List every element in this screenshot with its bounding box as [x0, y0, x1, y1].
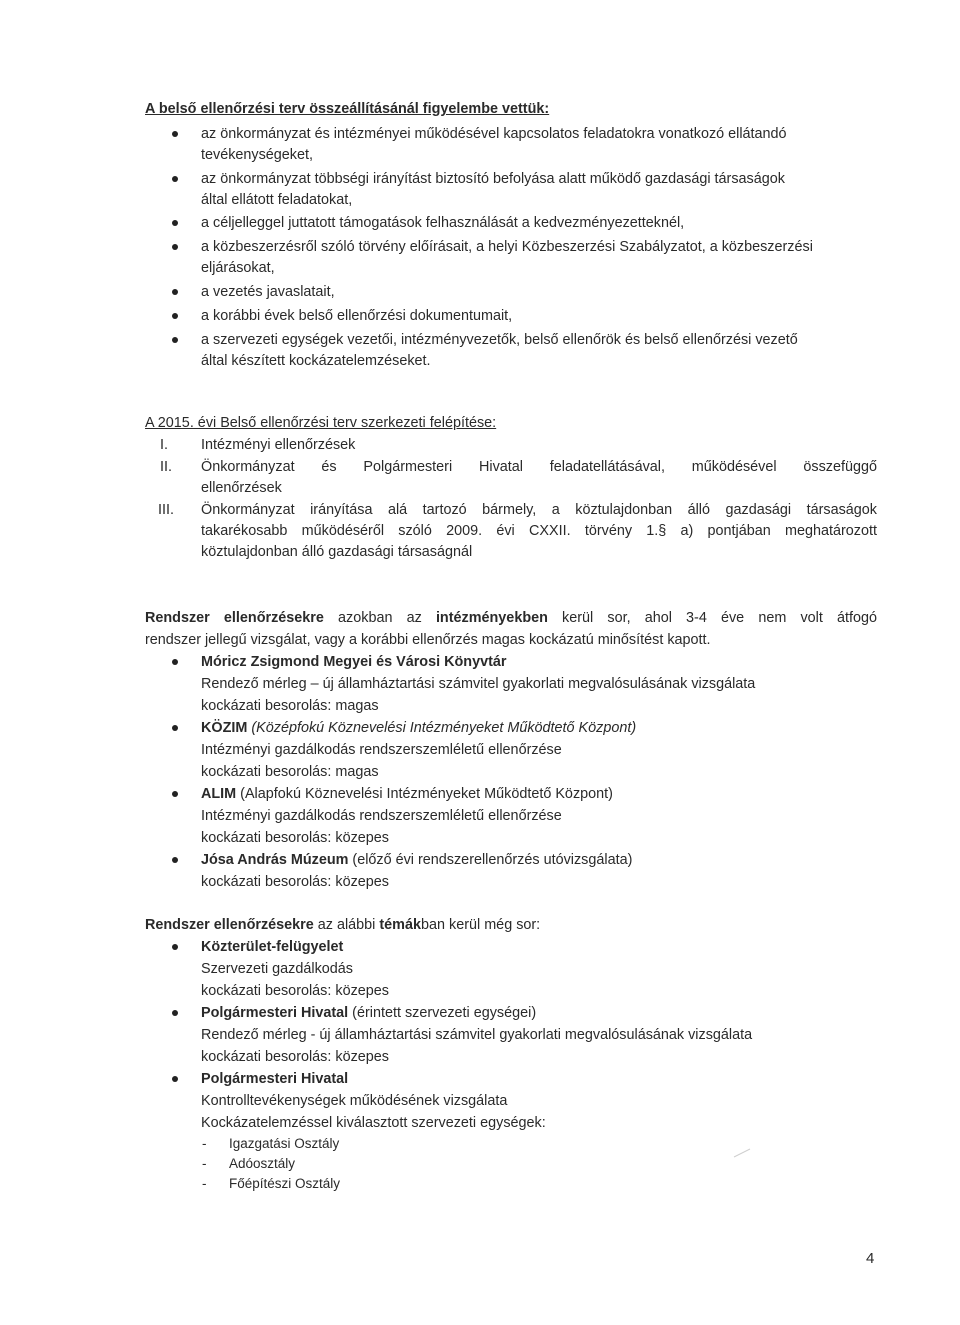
- bullet: [172, 131, 178, 137]
- bullet: [172, 313, 178, 319]
- item-bold: Polgármesteri Hivatal: [201, 1071, 349, 1087]
- s1-item-1-line-1: az önkormányzat és intézményei működésével kapcsolatos feladatokra vonatkozó ellátandó: [201, 126, 787, 142]
- item-italic: (Középfokú Köznevelési Intézményeket Működtető Központ): [247, 720, 637, 736]
- roman-numeral: II.: [160, 459, 172, 475]
- s3-item-4-title: [201, 851, 632, 869]
- bullet: [172, 791, 178, 797]
- item-rest: (Alapfokú Köznevelési Intézményeket Működtető Központ): [236, 786, 613, 802]
- section3-intro-line-2: rendszer jellegű vizsgálat, vagy a korábbi ellenőrzés magas kockázatú minősítést kapott.: [145, 632, 711, 648]
- s3-item-3-line-1: Intézményi gazdálkodás rendszerszemléletű ellenőrzése: [201, 808, 562, 824]
- bullet: [172, 220, 178, 226]
- intro-text-2: ban kerül még sor:: [421, 917, 541, 933]
- bullet: [172, 725, 178, 731]
- dash-marker: -: [202, 1156, 207, 1171]
- s4-item-3-title: [201, 1070, 348, 1088]
- stray-mark: [732, 1147, 752, 1159]
- s4-item-2-line-1: Rendező mérleg - új államháztartási számvitel gyakorlati megvalósulásának vizsgálata: [201, 1027, 753, 1043]
- s4-item-2-line-2: kockázati besorolás: közepes: [201, 1049, 389, 1065]
- s3-item-3-title: [201, 785, 613, 803]
- dash-marker: -: [202, 1136, 207, 1151]
- item-bold: KÖZIM: [201, 720, 248, 736]
- bullet: [172, 659, 178, 665]
- item-bold: Közterület-felügyelet: [201, 939, 344, 955]
- bullet: [172, 1010, 178, 1016]
- section4-intro: [145, 916, 540, 934]
- s4-item-3-line-1: Kontrolltevékenységek működésének vizsgálata: [201, 1093, 508, 1109]
- s1-item-4-line-2: eljárásokat,: [201, 260, 275, 276]
- item-bold: Móricz Zsigmond Megyei és Városi Könyvtár: [201, 654, 507, 670]
- item-bold: Jósa András Múzeum: [201, 852, 349, 868]
- bullet: [172, 857, 178, 863]
- s2-item-3-line-2: takarékosabb működéséről szóló 2009. évi CXXII. törvény 1.§ a) pontjában meghatározott: [201, 523, 877, 539]
- s1-item-7-line-1: a szervezeti egységek vezetői, intézményvezetők, belső ellenőrök és belső ellenőrzési vezető: [201, 332, 798, 348]
- intro-bold-2: intézményekben: [435, 610, 548, 626]
- s1-item-3: a céljelleggel juttatott támogatások felhasználását a kedvezményezetteknél,: [201, 215, 685, 231]
- bullet: [172, 289, 178, 295]
- s1-item-7-line-2: által készített kockázatelemzéseket.: [201, 353, 431, 369]
- intro-bold-2: témák: [379, 917, 421, 933]
- bullet: [172, 176, 178, 182]
- intro-text-2: kerül sor, ahol 3-4 éve nem volt átfogó: [547, 610, 877, 626]
- bullet: [172, 1076, 178, 1082]
- s1-item-4-line-1: a közbeszerzésről szóló törvény előírásait, a helyi Közbeszerzési Szabályzatot, a közbeszerzési: [201, 239, 813, 255]
- s3-item-3-line-2: kockázati besorolás: közepes: [201, 830, 389, 846]
- intro-bold-1: Rendszer ellenőrzésekre: [145, 610, 324, 626]
- s3-item-2-line-2: kockázati besorolás: magas: [201, 764, 379, 780]
- roman-numeral: I.: [160, 437, 168, 453]
- bullet: [172, 337, 178, 343]
- page-number: 4: [866, 1250, 875, 1267]
- s2-item-2-line-1: Önkormányzat és Polgármesteri Hivatal feladatellátásával, működésével összefüggő: [201, 459, 877, 475]
- section3-intro-line-1: [145, 609, 877, 627]
- s4-item-1-title: [201, 938, 343, 956]
- s3-item-1-line-2: kockázati besorolás: magas: [201, 698, 379, 714]
- s2-item-3-line-1: Önkormányzat irányítása alá tartozó bármely, a köztulajdonban álló gazdasági társaságok: [201, 502, 877, 518]
- section1-heading: A belső ellenőrzési terv összeállításánál figyelembe vettük:: [145, 101, 550, 117]
- s2-item-2-line-2: ellenőrzések: [201, 480, 282, 496]
- item-bold: Polgármesteri Hivatal: [201, 1005, 349, 1021]
- s1-item-2-line-2: által ellátott feladatokat,: [201, 192, 353, 208]
- subitem-3: Főépítészi Osztály: [229, 1176, 341, 1191]
- s3-item-4-line-1: kockázati besorolás: közepes: [201, 874, 389, 890]
- s4-item-1-line-1: Szervezeti gazdálkodás: [201, 961, 353, 977]
- item-rest: (érintett szervezeti egységei): [348, 1005, 537, 1021]
- intro-text-1: azokban az: [323, 610, 436, 626]
- s3-item-2-title: [201, 719, 636, 737]
- s2-item-3-line-3: köztulajdonban álló gazdasági társaságnál: [201, 544, 473, 560]
- s1-item-6: a korábbi évek belső ellenőrzési dokumentumait,: [201, 308, 513, 324]
- intro-bold-1: Rendszer ellenőrzésekre: [145, 917, 314, 933]
- s4-item-1-line-2: kockázati besorolás: közepes: [201, 983, 389, 999]
- s3-item-2-line-1: Intézményi gazdálkodás rendszerszemléletű ellenőrzése: [201, 742, 562, 758]
- s4-item-3-line-2: Kockázatelemzéssel kiválasztott szervezeti egységek:: [201, 1115, 546, 1131]
- intro-text-1: az alábbi: [313, 917, 380, 933]
- item-rest: (előző évi rendszerellenőrzés utóvizsgálata): [348, 852, 633, 868]
- dash-marker: -: [202, 1176, 207, 1191]
- subitem-1: Igazgatási Osztály: [229, 1136, 340, 1151]
- s2-item-1: Intézményi ellenőrzések: [201, 437, 356, 453]
- section2-heading: A 2015. évi Belső ellenőrzési terv szerkezeti felépítése:: [145, 415, 497, 431]
- s1-item-2-line-1: az önkormányzat többségi irányítást biztosító befolyása alatt működő gazdasági társaságok: [201, 171, 785, 187]
- bullet: [172, 944, 178, 950]
- s3-item-1-title: [201, 653, 506, 671]
- item-bold: ALIM: [201, 786, 237, 802]
- s4-item-2-title: [201, 1004, 536, 1022]
- s3-item-1-line-1: Rendező mérleg – új államháztartási számvitel gyakorlati megvalósulásának vizsgálata: [201, 676, 756, 692]
- subitem-2: Adóosztály: [229, 1156, 296, 1171]
- s1-item-5: a vezetés javaslatait,: [201, 284, 335, 300]
- bullet: [172, 244, 178, 250]
- roman-numeral: III.: [158, 502, 174, 518]
- s1-item-1-line-2: tevékenységeket,: [201, 147, 313, 163]
